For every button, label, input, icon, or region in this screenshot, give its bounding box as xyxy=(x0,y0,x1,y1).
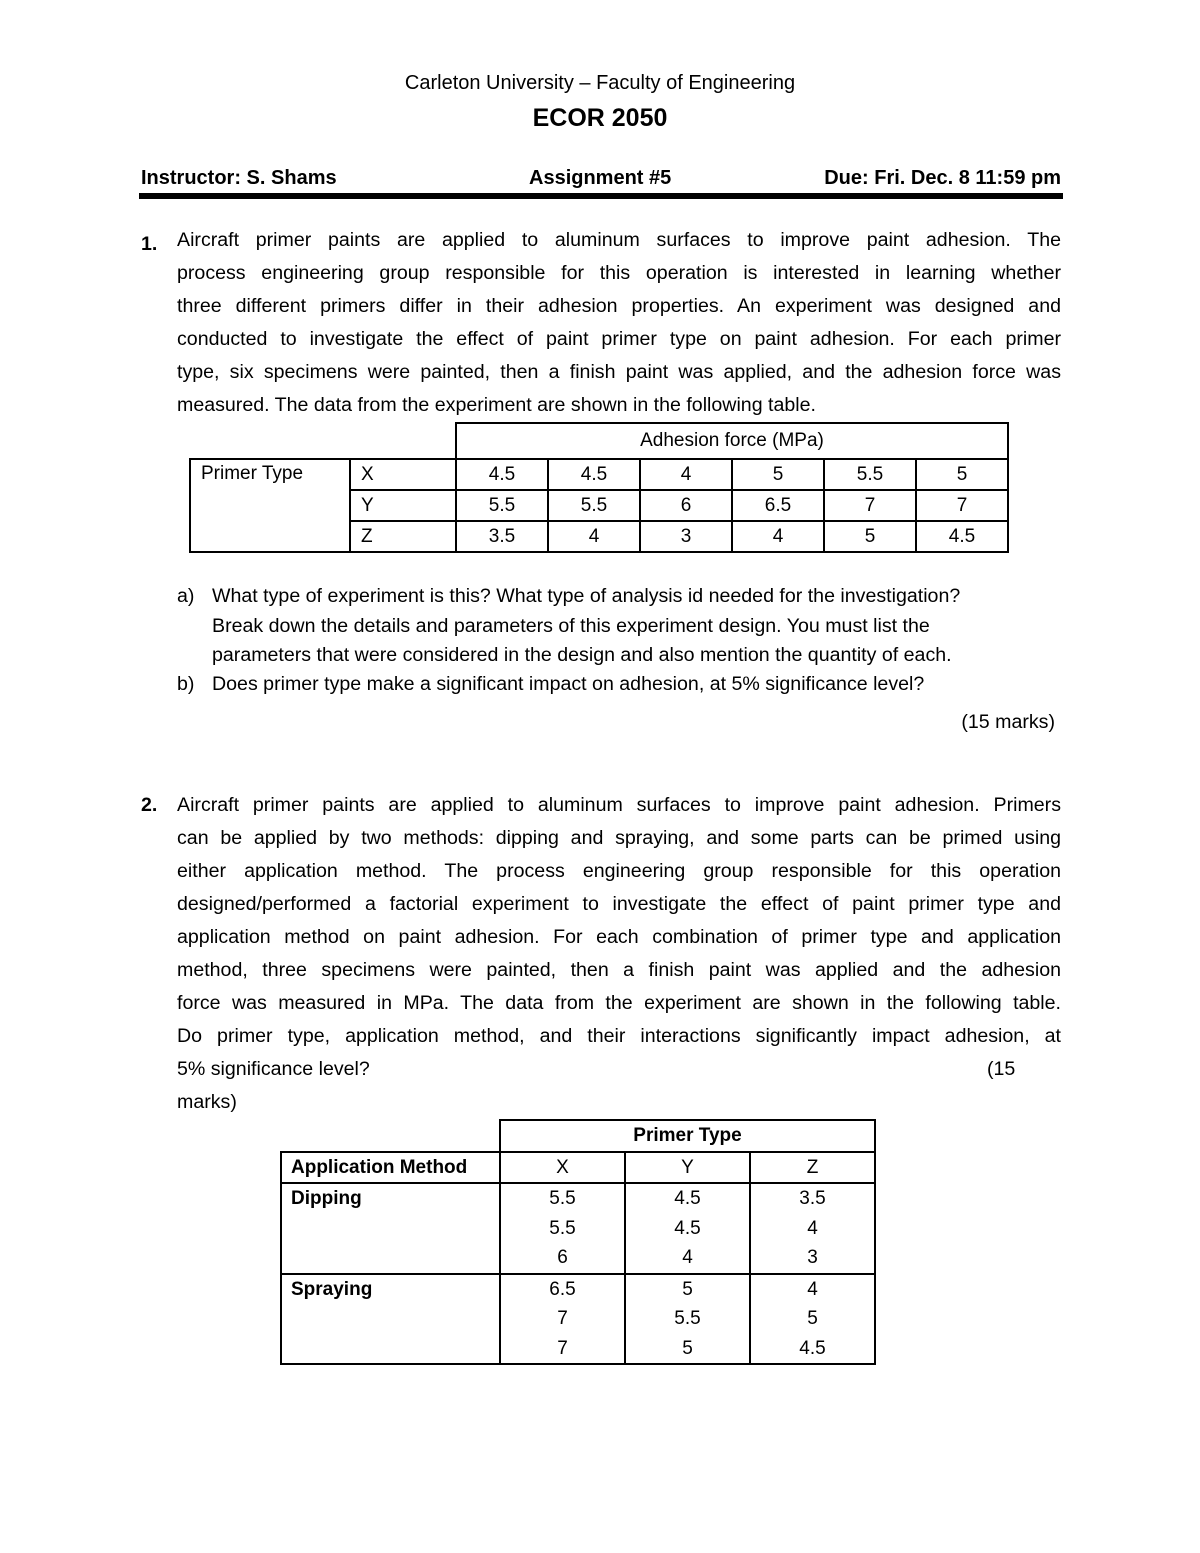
q2-line: application method on paint adhesion. For each combination of primer type and application xyxy=(177,926,1061,948)
table-cell: 7 xyxy=(557,1308,568,1329)
table-cell: 4 xyxy=(807,1217,818,1239)
q1-line: three different primers differ in their adhesion properties. An experiment was designed and xyxy=(177,295,1061,317)
table-cell: 5 xyxy=(824,521,916,552)
q1-marks: (15 marks) xyxy=(961,711,1055,733)
table-cell: 3 xyxy=(807,1247,818,1268)
table-cell: 3.5 xyxy=(799,1188,826,1209)
q2-line: method, three specimens were painted, then a finish paint was applied and the adhesion xyxy=(177,959,1061,981)
q2-marks-open: (15 xyxy=(987,1058,1016,1080)
q1-line: conducted to investigate the effect of paint primer type on paint adhesion. For each primer xyxy=(177,328,1061,350)
q1-table-header: Adhesion force (MPa) xyxy=(456,423,1008,459)
method-name: Spraying xyxy=(281,1274,500,1365)
q1-part-b-label: b) xyxy=(177,673,195,695)
q1-line: Aircraft primer paints are applied to aluminum surfaces to improve paint adhesion. The xyxy=(177,229,1061,251)
table-cell: 4.5 xyxy=(916,521,1008,552)
q2-factorial-table xyxy=(280,1119,876,1365)
table-cell: 7 xyxy=(557,1337,568,1359)
table-cell: 7 xyxy=(824,490,916,521)
q2-last-line-row xyxy=(177,1053,1061,1086)
table-cell: 4 xyxy=(732,521,824,552)
q2-line: either application method. The process engineering group responsible for this operation xyxy=(177,860,1061,882)
q1-part-a-line: parameters that were considered in the design and also mention the quantity of each. xyxy=(212,644,952,666)
q2-line: designed/performed a factorial experiment to investigate the effect of paint primer type and xyxy=(177,893,1061,915)
table-cell-group xyxy=(625,1183,750,1274)
table-cell: 5 xyxy=(807,1308,818,1329)
q1-row-label: Primer Type xyxy=(190,459,350,552)
table-cell-group xyxy=(625,1274,750,1365)
table-cell: 5.5 xyxy=(548,490,640,521)
table-cell: 4.5 xyxy=(674,1188,701,1209)
q1-line: measured. The data from the experiment are shown in the following table. xyxy=(177,394,816,416)
q2-number: 2. xyxy=(141,794,158,816)
table-cell: 5.5 xyxy=(824,459,916,490)
q2-last-line: 5% significance level? xyxy=(177,1058,370,1080)
header-rule xyxy=(139,193,1063,199)
q1-part-a xyxy=(212,582,1072,671)
table-cell: 4.5 xyxy=(799,1337,826,1359)
instructor-label: Instructor: S. Shams xyxy=(141,167,337,189)
table-cell: 5 xyxy=(682,1337,693,1359)
table-cell-group xyxy=(750,1183,875,1274)
q2-line: can be applied by two methods: dipping and spraying, and some parts can be primed using xyxy=(177,827,1061,849)
table-cell: 4.5 xyxy=(548,459,640,490)
q1-part-a-line: Break down the details and parameters of this experiment design. You must list the xyxy=(212,614,930,637)
q2-paragraph xyxy=(177,789,1061,1119)
q1-part-b: Does primer type make a significant impact on adhesion, at 5% significance level? xyxy=(212,673,925,695)
primer-type-cell: Z xyxy=(350,521,456,552)
table-cell: 5 xyxy=(682,1278,693,1300)
table-cell-group xyxy=(500,1274,625,1365)
primer-type-header: Z xyxy=(750,1152,875,1183)
table-cell: 5.5 xyxy=(456,490,548,521)
q2-method-label: Application Method xyxy=(281,1152,500,1183)
primer-type-cell: Y xyxy=(350,490,456,521)
q2-table-header: Primer Type xyxy=(500,1120,875,1152)
course-title: ECOR 2050 xyxy=(532,104,668,132)
method-name: Dipping xyxy=(281,1183,500,1274)
table-cell: 5.5 xyxy=(549,1188,576,1209)
primer-type-header: Y xyxy=(625,1152,750,1183)
q2-line: force was measured in MPa. The data from the experiment are shown in the following table. xyxy=(177,992,1061,1014)
primer-type-cell: X xyxy=(350,459,456,490)
q1-part-a-label: a) xyxy=(177,585,195,607)
assignment-label: Assignment #5 xyxy=(529,167,672,189)
q2-line: Do primer type, application method, and their interactions significantly impact adhesion, at xyxy=(177,1025,1061,1047)
q1-line: type, six specimens were painted, then a finish paint was applied, and the adhesion force was xyxy=(177,361,1061,383)
table-cell: 4.5 xyxy=(674,1217,701,1239)
q2-line: Aircraft primer paints are applied to aluminum surfaces to improve paint adhesion. Primers xyxy=(177,794,1061,816)
table-cell: 3.5 xyxy=(456,521,548,552)
table-cell: 3 xyxy=(640,521,732,552)
q1-adhesion-table xyxy=(189,422,1009,553)
table-cell: 4 xyxy=(807,1278,818,1300)
table-cell: 6.5 xyxy=(732,490,824,521)
table-cell-group xyxy=(750,1274,875,1365)
table-cell: 4.5 xyxy=(456,459,548,490)
due-date-label: Due: Fri. Dec. 8 11:59 pm xyxy=(824,167,1061,189)
q1-part-a-line: What type of experiment is this? What type of analysis id needed for the investigation? xyxy=(212,585,961,607)
university-line: Carleton University – Faculty of Engineering xyxy=(404,72,796,94)
q1-paragraph xyxy=(177,224,1061,422)
table-cell: 5 xyxy=(732,459,824,490)
table-cell: 5.5 xyxy=(549,1217,576,1239)
table-cell: 4 xyxy=(548,521,640,552)
table-cell: 6 xyxy=(557,1247,568,1268)
table-cell: 6.5 xyxy=(549,1278,576,1300)
table-cell: 4 xyxy=(682,1247,693,1268)
primer-type-header: X xyxy=(500,1152,625,1183)
table-cell: 6 xyxy=(640,490,732,521)
table-cell-group xyxy=(500,1183,625,1274)
table-cell: 7 xyxy=(916,490,1008,521)
q1-line: process engineering group responsible for this operation is interested in learning whether xyxy=(177,262,1061,284)
q2-marks-close: marks) xyxy=(177,1091,237,1113)
q1-number: 1. xyxy=(141,233,158,255)
table-cell: 5.5 xyxy=(674,1308,701,1329)
table-cell: 5 xyxy=(916,459,1008,490)
table-cell: 4 xyxy=(640,459,732,490)
